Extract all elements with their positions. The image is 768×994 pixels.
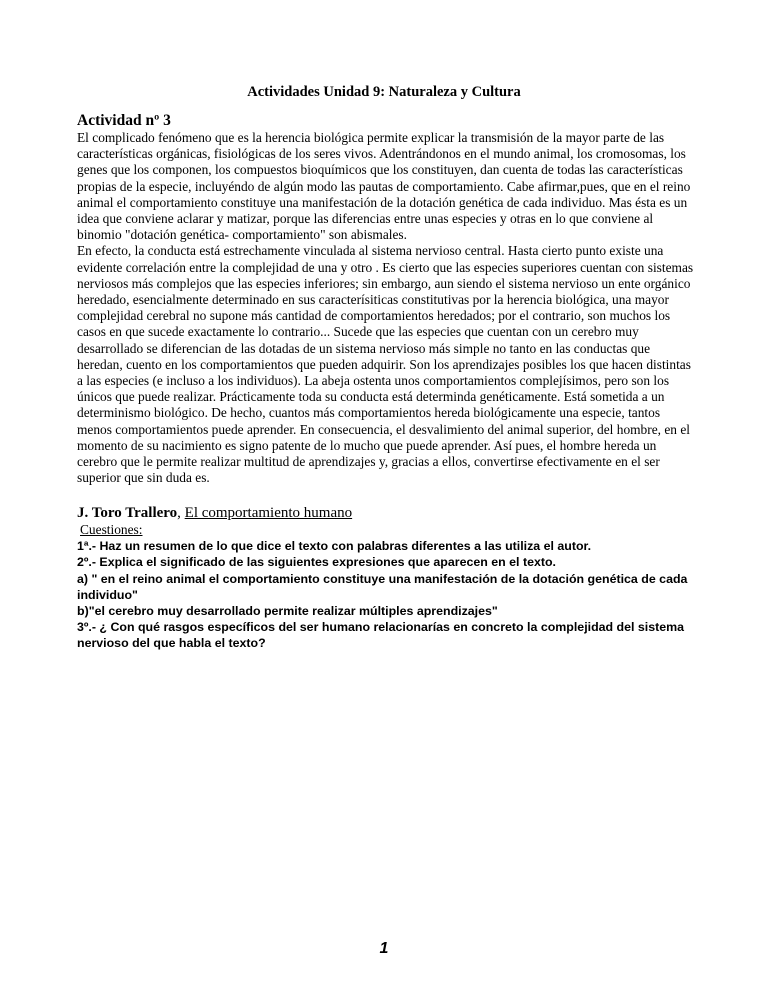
paragraph: El complicado fenómeno que es la herencia biológica permite explicar la transmisión de la mayor parte de las características orgánicas, fisiológicas de los seres vivos. Adentrándonos en el mundo animal, los cromosomas, los genes que los componen, los compuestos bioquímicos que los constituyen, dan cuenta de todas las características propias de la especie, incluyéndo de algún modo las pautas de comportamiento. Cabe afirmar,pues, que en el reino animal el comportamiento constituye una manifestación de la dotación genética de cada individuo. Mas ésta es un idea que conviene aclarar y matizar, porque las diferencias entre unas especies y otras en lo que conviene al binomio "dotación genética- comportamiento" son abismales. <box>77 130 691 243</box>
question-item: 3º.- ¿ Con qué rasgos específicos del ser humano relacionarías en concreto la complejidad del sistema nervioso del que habla el texto? <box>77 620 685 651</box>
questions-title: Cuestiones: <box>80 522 143 537</box>
page-number: 1 <box>379 940 389 957</box>
paragraph: En efecto, la conducta está estrechamente vinculada al sistema nervioso central. Hasta cierto punto existe una evidente correlación entre la complejidad de una y otro . Es cierto que las especies superiores cuentan con sistemas nerviosos más complejos que las especies inferiores; sin embargo, aun siendo el sistema nervioso un ente orgánico heredado, esencialmente determinado en sus caracterísiticas constitutivas por la herencia biológica, una mayor complejidad cerebral no supone más cantidad de comportamientos heredados; por el contrario, son muchos los casos en que sucede exactamente lo contrario... Sucede que las especies que cuentan con un cerebro muy desarrollado se diferencian de las dotadas de un sistema nervioso más simple no tanto en las conductas que heredan, cuento en los comportamientos que pueden adquirir. Son los aprendizajes posibles los que hacen distintas a las especies (e incluso a los individuos). La abeja ostenta unos comportamientos complejísimos, pero son los únicos que puede realizar. Prácticamente toda su conducta está determinda genéticamente. Está sometida a un determinismo biológico. De hecho, cuantos más comportamientos hereda biológicamente una especie, tantos menos comportamientos puede aprender. En consecuencia, el desvalimiento del animal superior, del hombre, en el momento de su nacimiento es signo patente de lo mucho que puede aprender. Así pues, el hombre hereda un cerebro que le permite realizar multitud de aprendizajes y, gracias a ellos, convertirse efectivamente en el ser superior que sin duda es. <box>77 243 694 486</box>
source-author: J. Toro Trallero <box>77 505 178 521</box>
question-item: 1ª.- Haz un resumen de lo que dice el texto con palabras diferentes a las utiliza el autor. <box>77 539 592 554</box>
question-item: 2º.- Explica el significado de las siguientes expresiones que aparecen en el texto. <box>77 555 556 570</box>
source-separator: , <box>177 505 185 521</box>
source-work: El comportamiento humano <box>184 505 353 521</box>
source-citation <box>77 505 352 522</box>
questions-section <box>77 522 697 652</box>
activity-heading: Actividad nº 3 <box>77 112 171 129</box>
question-item: b)"el cerebro muy desarrollado permite realizar múltiples aprendizajes" <box>77 604 498 619</box>
document-title: Actividades Unidad 9: Naturaleza y Cultura <box>247 84 521 100</box>
question-item: a) " en el reino animal el comportamiento constituye una manifestación de la dotación genética de cada individuo" <box>77 571 688 602</box>
text-body <box>77 130 697 486</box>
